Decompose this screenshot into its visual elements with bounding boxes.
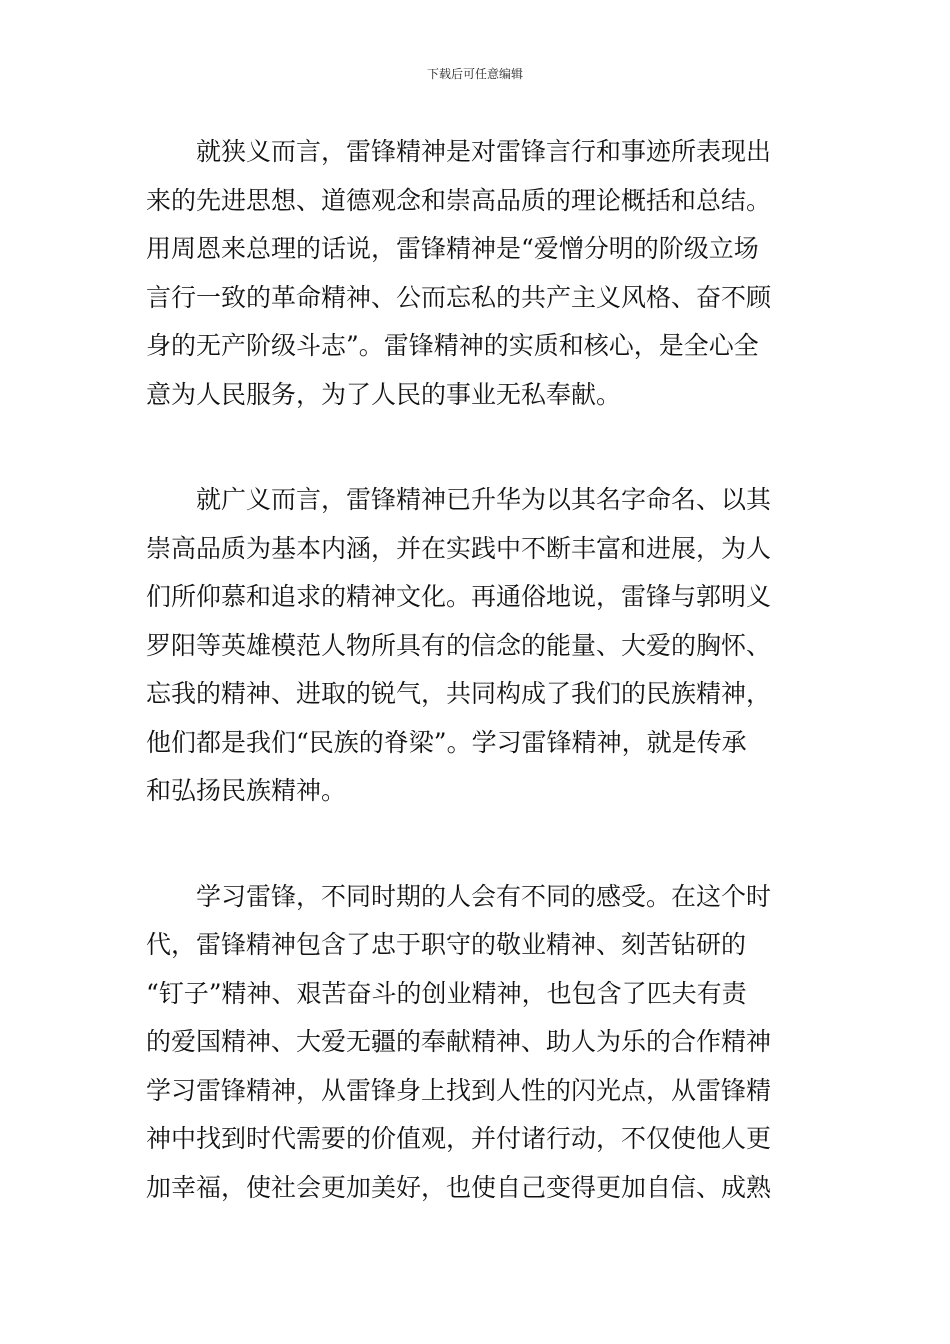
text-line: 他们都是我们“民族的脊梁”。学习雷锋精神，就是传承	[146, 727, 747, 757]
text-line: 学习雷锋精神，从雷锋身上找到人性的闪光点，从雷锋精	[146, 1075, 772, 1105]
text-line: 代，雷锋精神包含了忠于职守的敬业精神、刻苦钻研的	[146, 930, 747, 959]
document-body	[146, 128, 810, 1212]
text-line: 用周恩来总理的话说，雷锋精神是“爱憎分明的阶级立场	[146, 234, 759, 263]
paragraph-broad-sense	[146, 476, 810, 816]
paragraph-narrow-sense	[146, 128, 810, 419]
text-line: 就广义而言，雷锋精神已升华为以其名字命名、以其	[146, 485, 772, 514]
text-line: “钉子”精神、艰苦奋斗的创业精神，也包含了匹夫有责	[146, 978, 747, 1008]
text-line: 忘我的精神、进取的锐气，共同构成了我们的民族精神，	[146, 679, 772, 708]
text-line: 和弘扬民族精神。	[146, 776, 347, 805]
text-line: 神中找到时代需要的价值观，并付诸行动，不仅使他人更	[146, 1124, 772, 1153]
text-line: 就狭义而言，雷锋精神是对雷锋言行和事迹所表现出	[146, 137, 772, 166]
text-line: 们所仰慕和追求的精神文化。再通俗地说，雷锋与郭明义	[146, 582, 772, 611]
text-line: 的爱国精神、大爱无疆的奉献精神、助人为乐的合作精神	[146, 1027, 772, 1056]
text-line: 来的先进思想、道德观念和崇高品质的理论概括和总结。	[146, 185, 772, 215]
text-line: 言行一致的革命精神、公而忘私的共产主义风格、奋不顾	[146, 282, 772, 312]
page-header: 下载后可任意编辑	[426, 67, 523, 81]
text-line: 加幸福，使社会更加美好，也使自己变得更加自信、成熟	[146, 1172, 772, 1202]
text-line: 意为人民服务，为了人民的事业无私奉献。	[146, 379, 622, 409]
text-line: 身的无产阶级斗志”。雷锋精神的实质和核心，是全心全	[146, 331, 759, 360]
text-line: 罗阳等英雄模范人物所具有的信念的能量、大爱的胸怀、	[146, 630, 772, 660]
text-line: 学习雷锋，不同时期的人会有不同的感受。在这个时	[146, 881, 772, 911]
text-line: 崇高品质为基本内涵，并在实践中不断丰富和进展，为人	[146, 533, 772, 563]
paragraph-learning-leifeng	[146, 873, 810, 1213]
